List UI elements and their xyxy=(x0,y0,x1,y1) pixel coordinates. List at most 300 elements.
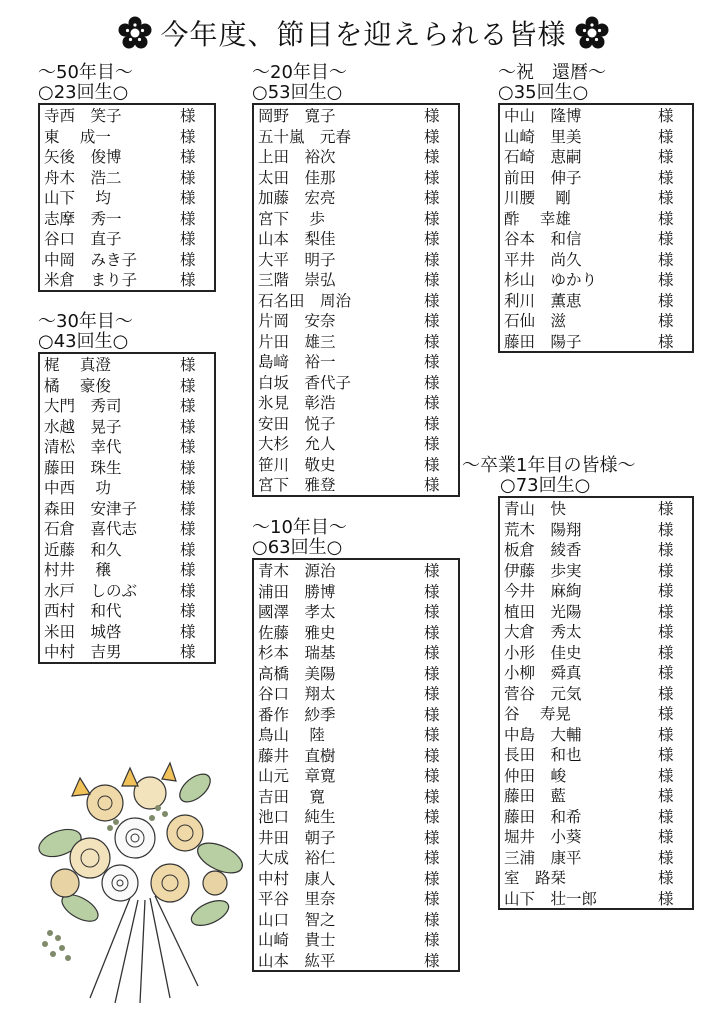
honorific-sama: 様 xyxy=(424,332,440,351)
person-name: 井田 朝子 xyxy=(258,828,336,847)
list-item xyxy=(40,375,214,396)
list-item xyxy=(40,228,214,249)
honorific-sama: 様 xyxy=(424,623,440,642)
list-item xyxy=(40,187,214,208)
list-item xyxy=(254,909,458,930)
person-name: 川腰 剛 xyxy=(504,189,571,208)
person-name: 青木 源治 xyxy=(258,562,336,581)
list-item xyxy=(254,724,458,745)
section-1st-year xyxy=(462,456,694,910)
list-item xyxy=(254,683,458,704)
honorific-sama: 様 xyxy=(658,602,674,621)
list-item xyxy=(500,519,692,540)
person-name: 伊藤 歩実 xyxy=(504,561,582,580)
list-item xyxy=(254,888,458,909)
bouquet-illustration xyxy=(20,748,250,1008)
honorific-sama: 様 xyxy=(180,209,196,228)
person-name: 西村 和代 xyxy=(44,602,122,621)
honorific-sama: 様 xyxy=(658,725,674,744)
list-item xyxy=(254,433,458,454)
honorific-sama: 様 xyxy=(180,168,196,187)
honorific-sama: 様 xyxy=(424,414,440,433)
person-name: 山下 壮一郎 xyxy=(504,889,598,908)
person-name: 藤田 陽子 xyxy=(504,332,582,351)
list-item xyxy=(254,146,458,167)
person-name: 小柳 舜真 xyxy=(504,664,582,683)
honorific-sama: 様 xyxy=(658,643,674,662)
honorific-sama: 様 xyxy=(658,250,674,269)
honorific-sama: 様 xyxy=(658,332,674,351)
honorific-sama: 様 xyxy=(658,664,674,683)
person-name: 山本 梨佳 xyxy=(258,230,336,249)
list-item xyxy=(500,847,692,868)
section-subheading: ○73回生○ xyxy=(500,475,591,496)
list-item xyxy=(500,683,692,704)
person-name: 東 成一 xyxy=(44,127,111,146)
list-item xyxy=(254,806,458,827)
person-name: 谷口 直子 xyxy=(44,230,122,249)
person-name: 中村 康人 xyxy=(258,869,336,888)
person-name: 前田 伸子 xyxy=(504,168,582,187)
honorific-sama: 様 xyxy=(658,869,674,888)
section-10th-year xyxy=(252,518,460,972)
list-item xyxy=(254,474,458,495)
honorific-sama: 様 xyxy=(424,767,440,786)
person-name: 藤田 藍 xyxy=(504,787,567,806)
list-item xyxy=(40,498,214,519)
honorific-sama: 様 xyxy=(180,148,196,167)
honorific-sama: 様 xyxy=(658,189,674,208)
honorific-sama: 様 xyxy=(658,209,674,228)
honorific-sama: 様 xyxy=(658,807,674,826)
person-name: 中山 隆博 xyxy=(504,107,582,126)
list-item xyxy=(40,269,214,290)
list-item xyxy=(500,888,692,909)
person-name: 池口 純生 xyxy=(258,808,336,827)
honorific-sama: 様 xyxy=(658,582,674,601)
person-name: 五十嵐 元春 xyxy=(258,127,352,146)
person-name: 谷 寿晃 xyxy=(504,705,571,724)
person-name: 石仙 滋 xyxy=(504,312,567,331)
honorific-sama: 様 xyxy=(180,250,196,269)
list-item xyxy=(40,580,214,601)
honorific-sama: 様 xyxy=(424,828,440,847)
honorific-sama: 様 xyxy=(658,107,674,126)
section-kanreki xyxy=(498,63,694,353)
honorific-sama: 様 xyxy=(424,890,440,909)
list-item xyxy=(254,704,458,725)
person-name: 氷見 彰浩 xyxy=(258,394,336,413)
honorific-sama: 様 xyxy=(658,746,674,765)
list-item xyxy=(254,622,458,643)
person-name: 長田 和也 xyxy=(504,746,582,765)
name-list xyxy=(252,558,460,972)
person-name: 山崎 里美 xyxy=(504,127,582,146)
person-name: 佐藤 雅史 xyxy=(258,623,336,642)
person-name: 橘 豪俊 xyxy=(44,376,111,395)
person-name: 平谷 里奈 xyxy=(258,890,336,909)
list-item xyxy=(40,146,214,167)
person-name: 太田 佳那 xyxy=(258,168,336,187)
name-list xyxy=(498,496,694,910)
name-list xyxy=(38,103,216,292)
person-name: 植田 光陽 xyxy=(504,602,582,621)
honorific-sama: 様 xyxy=(424,435,440,454)
section-heading: ～50年目～ xyxy=(38,62,133,83)
honorific-sama: 様 xyxy=(424,931,440,950)
list-item xyxy=(500,642,692,663)
section-subheading: ○23回生○ xyxy=(38,82,129,103)
list-item xyxy=(40,436,214,457)
person-name: 國澤 孝太 xyxy=(258,603,336,622)
page-title xyxy=(0,10,727,56)
section-subheading: ○53回生○ xyxy=(252,82,343,103)
person-name: 志摩 秀一 xyxy=(44,209,122,228)
person-name: 三浦 康平 xyxy=(504,848,582,867)
honorific-sama: 様 xyxy=(180,643,196,662)
list-item xyxy=(254,847,458,868)
honorific-sama: 様 xyxy=(180,189,196,208)
honorific-sama: 様 xyxy=(658,561,674,580)
honorific-sama: 様 xyxy=(658,828,674,847)
honorific-sama: 様 xyxy=(180,417,196,436)
person-name: 山崎 貴士 xyxy=(258,931,336,950)
section-heading: ～卒業1年目の皆様～ xyxy=(462,455,636,476)
list-item xyxy=(40,208,214,229)
list-item xyxy=(254,351,458,372)
honorific-sama: 様 xyxy=(180,271,196,290)
honorific-sama: 様 xyxy=(424,705,440,724)
person-name: 板倉 綾香 xyxy=(504,541,582,560)
honorific-sama: 様 xyxy=(180,622,196,641)
person-name: 中西 功 xyxy=(44,479,111,498)
list-item xyxy=(254,601,458,622)
person-name: 米田 城啓 xyxy=(44,622,122,641)
person-name: 谷口 翔太 xyxy=(258,685,336,704)
list-item xyxy=(500,560,692,581)
honorific-sama: 様 xyxy=(424,746,440,765)
person-name: 高橋 美陽 xyxy=(258,664,336,683)
list-item xyxy=(500,146,692,167)
honorific-sama: 様 xyxy=(180,127,196,146)
person-name: 矢後 俊博 xyxy=(44,148,122,167)
list-item xyxy=(500,621,692,642)
person-name: 室 路栞 xyxy=(504,869,567,888)
person-name: 笹川 敬史 xyxy=(258,455,336,474)
list-item xyxy=(500,126,692,147)
list-item xyxy=(500,765,692,786)
list-item xyxy=(500,208,692,229)
person-name: 三階 崇弘 xyxy=(258,271,336,290)
honorific-sama: 様 xyxy=(658,541,674,560)
list-item xyxy=(500,269,692,290)
list-item xyxy=(500,167,692,188)
flower-emblem-icon xyxy=(118,16,152,50)
person-name: 今井 麻絢 xyxy=(504,582,582,601)
list-item xyxy=(40,457,214,478)
person-name: 安田 悦子 xyxy=(258,414,336,433)
name-list xyxy=(498,103,694,353)
honorific-sama: 様 xyxy=(424,394,440,413)
honorific-sama: 様 xyxy=(424,127,440,146)
honorific-sama: 様 xyxy=(424,849,440,868)
person-name: 杉山 ゆかり xyxy=(504,271,598,290)
honorific-sama: 様 xyxy=(180,520,196,539)
honorific-sama: 様 xyxy=(424,869,440,888)
person-name: 舟木 浩二 xyxy=(44,168,122,187)
list-item xyxy=(254,868,458,889)
honorific-sama: 様 xyxy=(658,787,674,806)
person-name: 米倉 まり子 xyxy=(44,271,138,290)
honorific-sama: 様 xyxy=(658,766,674,785)
list-item xyxy=(40,600,214,621)
list-item xyxy=(254,929,458,950)
honorific-sama: 様 xyxy=(424,312,440,331)
list-item xyxy=(40,249,214,270)
list-item xyxy=(254,663,458,684)
person-name: 宮下 雅登 xyxy=(258,476,336,495)
section-subheading: ○35回生○ xyxy=(498,82,589,103)
list-item xyxy=(500,290,692,311)
section-20th-year xyxy=(252,63,460,497)
person-name: 菅谷 元気 xyxy=(504,684,582,703)
person-name: 山元 章寛 xyxy=(258,767,336,786)
person-name: 森田 安津子 xyxy=(44,499,138,518)
honorific-sama: 様 xyxy=(424,353,440,372)
honorific-sama: 様 xyxy=(658,684,674,703)
list-item xyxy=(500,228,692,249)
person-name: 大杉 允人 xyxy=(258,435,336,454)
list-item xyxy=(40,559,214,580)
person-name: 山口 智之 xyxy=(258,910,336,929)
honorific-sama: 様 xyxy=(424,562,440,581)
honorific-sama: 様 xyxy=(180,540,196,559)
person-name: 村井 穣 xyxy=(44,561,111,580)
person-name: 山本 紘平 xyxy=(258,951,336,970)
list-item xyxy=(254,765,458,786)
honorific-sama: 様 xyxy=(424,373,440,392)
person-name: 石倉 喜代志 xyxy=(44,520,138,539)
list-item xyxy=(254,786,458,807)
list-item xyxy=(40,621,214,642)
honorific-sama: 様 xyxy=(658,148,674,167)
list-item xyxy=(500,580,692,601)
person-name: 堀井 小葵 xyxy=(504,828,582,847)
section-subheading: ○63回生○ xyxy=(252,537,343,558)
list-item xyxy=(254,581,458,602)
person-name: 小形 佳史 xyxy=(504,643,582,662)
honorific-sama: 様 xyxy=(180,356,196,375)
person-name: 水越 晃子 xyxy=(44,417,122,436)
honorific-sama: 様 xyxy=(180,479,196,498)
person-name: 加藤 宏亮 xyxy=(258,189,336,208)
honorific-sama: 様 xyxy=(424,189,440,208)
list-item xyxy=(500,662,692,683)
list-item xyxy=(500,826,692,847)
list-item xyxy=(500,806,692,827)
honorific-sama: 様 xyxy=(180,458,196,477)
person-name: 浦田 勝博 xyxy=(258,582,336,601)
honorific-sama: 様 xyxy=(424,685,440,704)
list-item xyxy=(500,249,692,270)
list-item xyxy=(40,518,214,539)
list-item xyxy=(40,395,214,416)
honorific-sama: 様 xyxy=(424,168,440,187)
list-item xyxy=(40,167,214,188)
honorific-sama: 様 xyxy=(658,312,674,331)
list-item xyxy=(500,539,692,560)
list-item xyxy=(500,310,692,331)
section-heading: ～30年目～ xyxy=(38,311,133,332)
person-name: 寺西 笑子 xyxy=(44,107,122,126)
honorific-sama: 様 xyxy=(424,603,440,622)
person-name: 片岡 安奈 xyxy=(258,312,336,331)
honorific-sama: 様 xyxy=(424,230,440,249)
person-name: 杉本 瑞基 xyxy=(258,644,336,663)
list-item xyxy=(500,867,692,888)
section-heading: ～20年目～ xyxy=(252,62,347,83)
person-name: 大門 秀司 xyxy=(44,397,122,416)
honorific-sama: 様 xyxy=(424,951,440,970)
honorific-sama: 様 xyxy=(658,889,674,908)
honorific-sama: 様 xyxy=(424,787,440,806)
person-name: 片田 雄三 xyxy=(258,332,336,351)
person-name: 近藤 和久 xyxy=(44,540,122,559)
honorific-sama: 様 xyxy=(658,500,674,519)
honorific-sama: 様 xyxy=(424,582,440,601)
honorific-sama: 様 xyxy=(424,209,440,228)
list-item xyxy=(254,642,458,663)
person-name: 梶 真澄 xyxy=(44,356,111,375)
person-name: 大倉 秀太 xyxy=(504,623,582,642)
list-item xyxy=(254,372,458,393)
list-item xyxy=(254,560,458,581)
person-name: 鳥山 陸 xyxy=(258,726,325,745)
honorific-sama: 様 xyxy=(658,168,674,187)
person-name: 石崎 恵嗣 xyxy=(504,148,582,167)
section-subheading: ○43回生○ xyxy=(38,331,129,352)
person-name: 番作 紗季 xyxy=(258,705,336,724)
list-item xyxy=(254,228,458,249)
honorific-sama: 様 xyxy=(180,230,196,249)
person-name: 利川 薫恵 xyxy=(504,291,582,310)
name-list xyxy=(38,352,216,664)
list-item xyxy=(254,208,458,229)
list-item xyxy=(500,498,692,519)
honorific-sama: 様 xyxy=(424,808,440,827)
list-item xyxy=(254,269,458,290)
honorific-sama: 様 xyxy=(180,602,196,621)
person-name: 大成 裕仁 xyxy=(258,849,336,868)
person-name: 谷本 和信 xyxy=(504,230,582,249)
honorific-sama: 様 xyxy=(180,581,196,600)
list-item xyxy=(40,105,214,126)
section-50th-year xyxy=(38,63,216,292)
list-item xyxy=(500,187,692,208)
flower-emblem-icon xyxy=(575,16,609,50)
honorific-sama: 様 xyxy=(658,623,674,642)
honorific-sama: 様 xyxy=(180,561,196,580)
person-name: 中村 吉男 xyxy=(44,643,122,662)
honorific-sama: 様 xyxy=(658,520,674,539)
person-name: 上田 裕次 xyxy=(258,148,336,167)
person-name: 荒木 陽翔 xyxy=(504,520,582,539)
honorific-sama: 様 xyxy=(180,107,196,126)
honorific-sama: 様 xyxy=(658,127,674,146)
list-item xyxy=(40,641,214,662)
honorific-sama: 様 xyxy=(658,291,674,310)
list-item xyxy=(500,703,692,724)
honorific-sama: 様 xyxy=(658,271,674,290)
person-name: 吉田 寛 xyxy=(258,787,325,806)
honorific-sama: 様 xyxy=(180,397,196,416)
person-name: 平井 尚久 xyxy=(504,250,582,269)
honorific-sama: 様 xyxy=(424,271,440,290)
person-name: 清松 幸代 xyxy=(44,438,122,457)
honorific-sama: 様 xyxy=(424,664,440,683)
list-item xyxy=(254,392,458,413)
list-item xyxy=(500,724,692,745)
honorific-sama: 様 xyxy=(180,499,196,518)
list-item xyxy=(254,187,458,208)
list-item xyxy=(40,354,214,375)
honorific-sama: 様 xyxy=(180,438,196,457)
section-heading: ～10年目～ xyxy=(252,517,347,538)
list-item xyxy=(254,745,458,766)
list-item xyxy=(254,413,458,434)
list-item xyxy=(254,331,458,352)
honorific-sama: 様 xyxy=(424,148,440,167)
honorific-sama: 様 xyxy=(424,644,440,663)
person-name: 水戸 しのぶ xyxy=(44,581,138,600)
honorific-sama: 様 xyxy=(424,291,440,310)
list-item xyxy=(254,454,458,475)
person-name: 宮下 歩 xyxy=(258,209,325,228)
person-name: 山下 均 xyxy=(44,189,111,208)
section-heading: ～祝 還暦～ xyxy=(498,62,606,83)
list-item xyxy=(254,827,458,848)
person-name: 仲田 峻 xyxy=(504,766,567,785)
list-item xyxy=(500,744,692,765)
list-item xyxy=(40,126,214,147)
title-text: 今年度、節目を迎えられる皆様 xyxy=(160,18,567,51)
honorific-sama: 様 xyxy=(424,910,440,929)
person-name: 藤田 和希 xyxy=(504,807,582,826)
person-name: 青山 快 xyxy=(504,500,567,519)
person-name: 藤田 珠生 xyxy=(44,458,122,477)
list-item xyxy=(254,126,458,147)
name-list xyxy=(252,103,460,497)
list-item xyxy=(254,249,458,270)
honorific-sama: 様 xyxy=(424,726,440,745)
list-item xyxy=(254,310,458,331)
person-name: 白坂 香代子 xyxy=(258,373,352,392)
honorific-sama: 様 xyxy=(424,107,440,126)
person-name: 酢 幸雄 xyxy=(504,209,571,228)
honorific-sama: 様 xyxy=(424,476,440,495)
list-item xyxy=(254,950,458,971)
list-item xyxy=(40,477,214,498)
list-item xyxy=(500,601,692,622)
list-item xyxy=(40,416,214,437)
section-30th-year xyxy=(38,312,216,664)
person-name: 大平 明子 xyxy=(258,250,336,269)
honorific-sama: 様 xyxy=(658,705,674,724)
person-name: 中島 大輔 xyxy=(504,725,582,744)
honorific-sama: 様 xyxy=(658,848,674,867)
list-item xyxy=(254,105,458,126)
person-name: 岡野 寛子 xyxy=(258,107,336,126)
